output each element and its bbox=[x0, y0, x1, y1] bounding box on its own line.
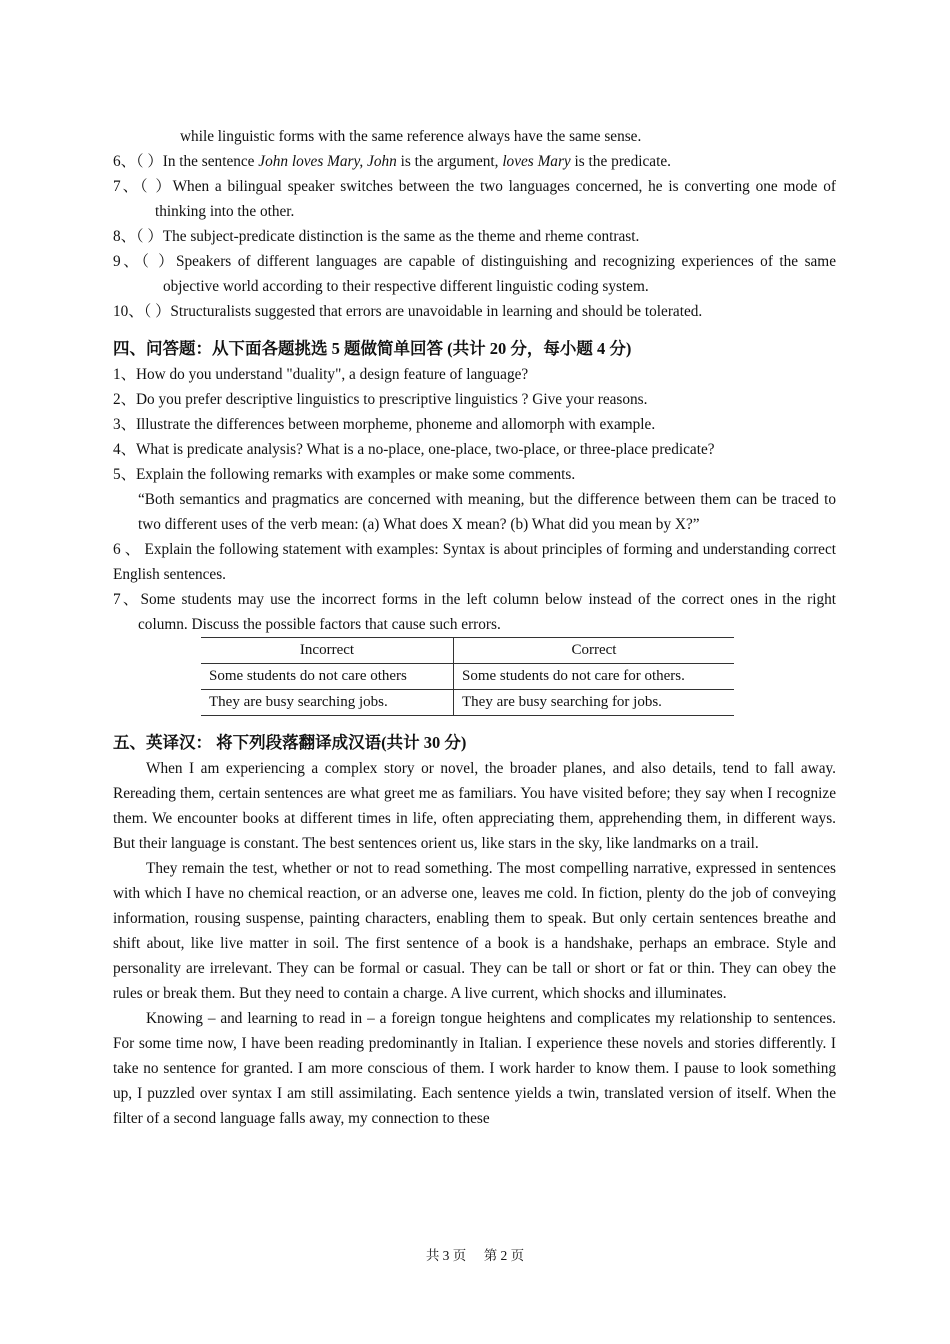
page-footer bbox=[0, 1244, 950, 1264]
table-cell: Some students do not care for others. bbox=[454, 664, 735, 690]
tf-item-6: 6、（ ）In the sentence John loves Mary, John is the argument, loves Mary is the predicate. bbox=[113, 153, 671, 170]
question-2: 2、Do you prefer descriptive linguistics to prescriptive linguistics ? Give your reasons. bbox=[113, 391, 648, 408]
tf-item-9: 9、（ ）Speakers of different languages are capable of distinguishing and recognizing experiences of the same objective world according to their respective different linguistic coding system. bbox=[113, 253, 836, 295]
table-row bbox=[201, 690, 734, 716]
table-cell: They are busy searching jobs. bbox=[201, 690, 454, 716]
passage-paragraph-1: When I am experiencing a complex story or novel, the broader planes, and also details, tend to fall away. Rereading them, certain sentences are what greet me as familiars. You have visited before; they say when I recognize them. We encounter books at different times in life, often appreciating them, apprehending them, in different ways. But their language is constant. The best sentences orient us, like stars in the sky, like landmarks on a trail. bbox=[113, 760, 836, 852]
errors-table bbox=[201, 637, 734, 716]
exam-page bbox=[113, 124, 836, 1131]
section-4-heading: 四、问答题：从下面各题挑选 5 题做简单回答 (共计 20 分，每小题 4 分) bbox=[113, 339, 632, 358]
question-7: 7、Some students may use the incorrect forms in the left column below instead of the correct ones in the right column. Discuss the possible factors that cause such errors. bbox=[113, 591, 836, 633]
table-header-row bbox=[201, 638, 734, 664]
question-4: 4、What is predicate analysis? What is a no-place, one-place, two-place, or three-place predicate? bbox=[113, 441, 715, 458]
table-cell: They are busy searching for jobs. bbox=[454, 690, 735, 716]
table-row bbox=[201, 664, 734, 690]
question-5: 5、Explain the following remarks with examples or make some comments. bbox=[113, 466, 576, 483]
tf-item-10: 10、（ ）Structuralists suggested that errors are unavoidable in learning and should be tolerated. bbox=[113, 303, 703, 320]
current-page: 第 2 页 bbox=[483, 1248, 525, 1263]
question-3: 3、Illustrate the differences between morpheme, phoneme and allomorph with example. bbox=[113, 416, 656, 433]
total-pages: 共 3 页 bbox=[425, 1248, 467, 1263]
question-1: 1、How do you understand "duality", a design feature of language? bbox=[113, 366, 529, 383]
tf-item-5-continuation: while linguistic forms with the same reference always have the same sense. bbox=[180, 128, 642, 145]
table-cell: Some students do not care others bbox=[201, 664, 454, 690]
table-header-correct: Correct bbox=[454, 638, 735, 664]
passage-paragraph-3: Knowing – and learning to read in – a foreign tongue heightens and complicates my relationship to sentences. For some time now, I have been reading predominantly in Italian. I experience these novels and stories differently. I take no sentence for granted. I am more conscious of them. I work harder to know them. I pause to look something up, I puzzled over syntax I am still assimilating. Each sentence yields a twin, translated version of itself. When the filter of a second language falls away, my connection to these bbox=[113, 1010, 836, 1127]
question-5-quote: “Both semantics and pragmatics are concerned with meaning, but the difference between them can be traced to two different uses of the verb mean: (a) What does X mean? (b) What did you mean by X?” bbox=[138, 491, 836, 533]
table-header-incorrect: Incorrect bbox=[201, 638, 454, 664]
section-5-heading: 五、英译汉： 将下列段落翻译成汉语(共计 30 分) bbox=[113, 733, 467, 752]
passage-paragraph-2: They remain the test, whether or not to read something. The most compelling narrative, expressed in sentences with which I have no chemical reaction, or an adverse one, leaves me cold. In fiction, plenty do the job of conveying information, rousing suspense, painting characters, enabling them to speak. But only certain sentences breathe and shift about, like live matter in soil. The first sentence of a book is a handshake, perhaps an embrace. Style and personality are irrelevant. They can be formal or casual. They can be tall or short or fat or thin. They can obey the rules or break them. But they need to contain a charge. A live current, which shocks and illuminates. bbox=[113, 860, 836, 1002]
tf-item-8: 8、（ ）The subject-predicate distinction is the same as the theme and rheme contrast. bbox=[113, 228, 640, 245]
question-6: 6 、 Explain the following statement with examples: Syntax is about principles of forming and understanding correct English sentences. bbox=[113, 541, 836, 583]
tf-item-7: 7、（ ）When a bilingual speaker switches between the two languages concerned, he is converting one mode of thinking into the other. bbox=[113, 178, 836, 220]
